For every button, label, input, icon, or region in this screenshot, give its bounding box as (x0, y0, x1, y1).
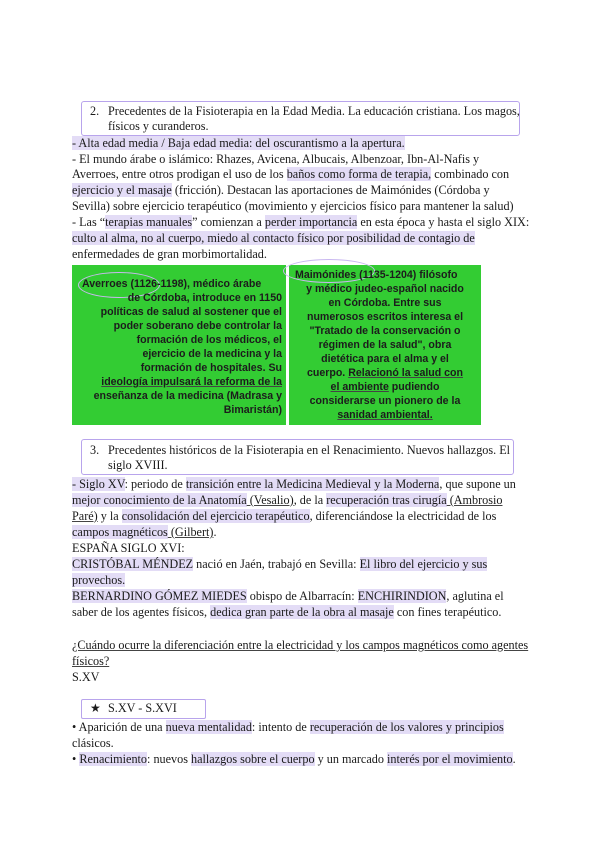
body2-line-8: enfermedades de gran morbimortalidad. (72, 247, 267, 261)
maimonides-line-9: el ambiente pudiendo (330, 381, 440, 393)
section-3-title-line-1: Precedentes históricos de la Fisioterapia en el Renacimiento. Nuevos hallazgos. El (108, 443, 511, 457)
body3-line-6: CRISTÓBAL MÉNDEZ nació en Jaén, trabajó en Sevilla: El libro del ejercicio y sus (72, 557, 488, 571)
averroes-line-8: ideología impulsará la reforma de la (101, 376, 282, 388)
body3-line-8: BERNARDINO GÓMEZ MIEDES obispo de Albarracín: ENCHIRINDION, aglutina el (72, 589, 504, 603)
section-2-title-line-1: Precedentes de la Fisioterapia en la Edad Media. La educación cristiana. Los magos, (108, 104, 520, 118)
averroes-line-7: formación de hospitales. Su (140, 362, 282, 374)
body3-line-5: ESPAÑA SIGLO XVI: (72, 541, 185, 555)
averroes-line-9: enseñanza de la medicina (Madrasa y (93, 390, 282, 402)
maimonides-line-4: numerosos escritos interesa el (306, 311, 464, 323)
body3-line-1: - Siglo XV: periodo de transición entre la Medicina Medieval y la Moderna, que supone un (72, 477, 516, 491)
averroes-line-2: de Córdoba, introduce en 1150 (127, 292, 282, 304)
body2-line-3: Averroes, entre otros prodigan el uso de los baños como forma de terapia, combinado con (72, 167, 510, 181)
body3-line-4: campos magnéticos (Gilbert). (72, 525, 217, 539)
body2-line-5: Sevilla) sobre ejercicio terapéutico (movimiento y ejercicios físico para mantener la salud) (72, 199, 514, 213)
body3-line-9: saber de los agentes físicos, dedica gran parte de la obra al masaje con fines terapéutico. (72, 605, 502, 619)
maimonides-line-2: y médico judeo-español nacido (306, 283, 464, 295)
averroes-line-5: formación de los médicos, el (136, 334, 282, 346)
bullet-line-1: • Aparición de una nueva mentalidad: intento de recuperación de los valores y principios (72, 720, 504, 734)
answer: S.XV (72, 670, 100, 684)
maimonides-line-1: Maimónides (1135-1204) filósofo (295, 269, 458, 281)
maimonides-line-5: "Tratado de la conservación o (309, 325, 461, 337)
bullet-line-2: clásicos. (72, 736, 114, 750)
maimonides-box (289, 265, 481, 425)
averroes-line-1: Averroes (1126-1198), médico árabe (82, 278, 262, 290)
body3-line-3: Paré) y la consolidación del ejercicio terapéutico, diferenciándose la electricidad de los (72, 509, 497, 523)
maimonides-line-11: sanidad ambiental. (337, 409, 433, 421)
averroes-line-4: poder soberano debe controlar la (113, 320, 282, 332)
era-label: S.XV - S.XVI (108, 701, 177, 715)
maimonides-line-6: régimen de la salud", obra (318, 339, 452, 351)
question-line-1: ¿Cuándo ocurre la diferenciación entre la electricidad y los campos magnéticos como agentes (72, 638, 529, 652)
section-2-number: 2. (90, 104, 100, 118)
body2-line-4: ejercicio y el masaje (fricción). Destacan las aportaciones de Maimónides (Córdoba y (72, 183, 490, 197)
maimonides-line-10: considerarse un pionero de la (309, 395, 461, 407)
averroes-line-6: ejercicio de la medicina y la (142, 348, 282, 360)
body3-line-2: mejor conocimiento de la Anatomía (Vesalio), de la recuperación tras cirugía (Ambrosio (72, 493, 503, 507)
question-line-2: físicos? (72, 654, 110, 668)
maimonides-line-7: dietética para el alma y el (321, 353, 449, 365)
averroes-box (72, 265, 286, 425)
bullet-line-3: • Renacimiento: nuevos hallazgos sobre el cuerpo y un marcado interés por el movimiento. (72, 752, 516, 766)
section-3-number: 3. (90, 443, 100, 457)
section-2-title-line-2: físicos y curanderos. (108, 119, 209, 133)
averroes-line-10: Bimaristán) (223, 404, 282, 416)
body3-line-7: provechos. (72, 573, 126, 587)
body2-line-2: - El mundo árabe o islámico: Rhazes, Avicena, Albucais, Albenzoar, Ibn-Al-Nafis y (72, 152, 480, 166)
section-3-title-line-2: siglo XVIII. (108, 458, 168, 472)
star-icon: ★ (90, 701, 101, 715)
body2-line-7: culto al alma, no al cuerpo, miedo al contacto físico por posibilidad de contagio de (72, 231, 475, 245)
averroes-line-3: políticas de salud al sostener que el (100, 306, 282, 318)
body2-line-1: - Alta edad media / Baja edad media: del oscurantismo a la apertura. (72, 136, 405, 150)
maimonides-line-3: en Córdoba. Entre sus (328, 297, 442, 309)
body2-line-6: - Las “terapias manuales” comienzan a perder importancia en esta época y hasta el siglo XIX: (72, 215, 530, 229)
maimonides-line-8: cuerpo. Relacionó la salud con (306, 367, 463, 379)
